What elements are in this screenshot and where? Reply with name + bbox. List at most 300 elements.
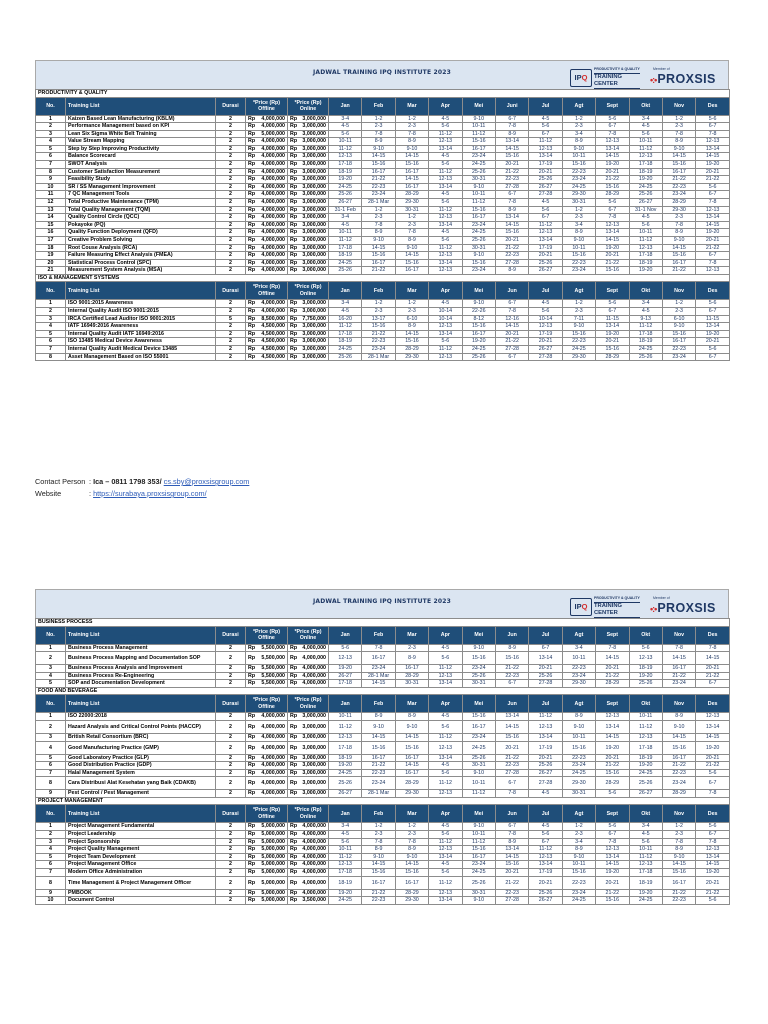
- training-name: SR / SS Management Improvement: [66, 183, 216, 191]
- price-value: 4,000,000: [302, 889, 326, 896]
- currency-label: Rp: [290, 244, 298, 251]
- schedule-date: 16-17: [462, 145, 495, 153]
- row-number: 3: [36, 733, 66, 741]
- website-label: Website: [35, 489, 62, 498]
- column-header: *Price (Rp) Offline: [246, 97, 288, 115]
- training-center-logo: PRODUCTIVITY & QUALITY TRAINING CENTER: [594, 596, 640, 616]
- schedule-date: 20-21: [596, 168, 629, 176]
- price-value: 3,000,000: [302, 308, 326, 315]
- schedule-date: 10-11: [329, 229, 362, 237]
- schedule-date: 11-15: [596, 315, 629, 323]
- currency-label: Rp: [248, 655, 256, 662]
- schedule-date: 24-25: [329, 897, 362, 905]
- price-value: 4,000,000: [261, 244, 285, 251]
- schedule-date: 14-15: [495, 720, 528, 733]
- schedule-date: 23-24: [462, 221, 495, 229]
- table-row: [36, 680, 730, 688]
- schedule-date: 24-25: [629, 346, 662, 354]
- schedule-date: 23-24: [462, 153, 495, 161]
- schedule-date: 21-22: [596, 889, 629, 897]
- schedule-date: 17-19: [529, 330, 562, 338]
- price-online: [288, 713, 329, 721]
- schedule-date: 26-27: [529, 267, 562, 275]
- schedule-date: 21-22: [662, 672, 695, 680]
- column-header: Feb: [362, 805, 395, 823]
- schedule-date: 15-16: [495, 861, 528, 869]
- price-online: [288, 790, 329, 798]
- column-header: Agt: [562, 97, 595, 115]
- duration: 2: [216, 267, 246, 275]
- column-header: No.: [36, 97, 66, 115]
- schedule-date: 10-11: [462, 831, 495, 839]
- currency-label: Rp: [248, 323, 256, 330]
- column-header: Training List: [66, 805, 216, 823]
- schedule-date: 19-20: [329, 176, 362, 184]
- table-row: [36, 315, 730, 323]
- table-row: [36, 259, 730, 267]
- table-row: [36, 191, 730, 199]
- schedule-date: 13-14: [696, 853, 730, 861]
- schedule-date: 16-20: [329, 315, 362, 323]
- schedule-date: 12-13: [629, 861, 662, 869]
- price-offline: [246, 838, 288, 846]
- currency-label: Rp: [248, 183, 256, 190]
- schedule-date: 19-20: [329, 889, 362, 897]
- schedule-date: 3-4: [629, 823, 662, 831]
- schedule-date: 12-13: [696, 206, 730, 214]
- price-value: 7,750,000: [302, 315, 326, 322]
- schedule-date: 13-14: [596, 229, 629, 237]
- column-header: *Price (Rp) Online: [288, 805, 329, 823]
- schedule-date: 23-24: [662, 777, 695, 790]
- schedule-date: 30-31: [562, 790, 595, 798]
- section-title: ISO & MANAGEMENT SYSTEMS: [36, 274, 730, 282]
- schedule-date: 19-20: [629, 267, 662, 275]
- training-name: Good Distribution Practice (GDP): [66, 762, 216, 770]
- contact-email-link[interactable]: cs.sby@proxsisgroup.com: [163, 477, 250, 486]
- price-online: [288, 252, 329, 260]
- schedule-date: 4-5: [429, 713, 462, 721]
- price-online: [288, 733, 329, 741]
- schedule-date: 11-12: [462, 790, 495, 798]
- currency-label: Rp: [290, 869, 298, 875]
- table-header-row: [36, 695, 730, 713]
- schedule-date: 5-6: [596, 823, 629, 831]
- duration: 2: [216, 191, 246, 199]
- duration: 2: [216, 720, 246, 733]
- currency-label: Rp: [248, 168, 256, 175]
- row-number: 2: [36, 123, 66, 131]
- schedule-date: 7-8: [696, 130, 730, 138]
- schedule-date: 31-1 Nov: [629, 206, 662, 214]
- price-value: 4,000,000: [261, 199, 285, 206]
- schedule-date: 30-31: [562, 199, 595, 207]
- row-number: 12: [36, 199, 66, 207]
- duration: 2: [216, 199, 246, 207]
- schedule-date: 25-26: [329, 191, 362, 199]
- schedule-date: 12-13: [596, 138, 629, 146]
- column-header: Apr: [429, 282, 462, 300]
- row-number: 4: [36, 672, 66, 680]
- schedule-date: 5-6: [429, 199, 462, 207]
- schedule-date: 9-10: [562, 145, 595, 153]
- column-header: *Price (Rp) Online: [288, 97, 329, 115]
- schedule-date: 15-16: [362, 252, 395, 260]
- duration: 2: [216, 754, 246, 762]
- price-offline: [246, 206, 288, 214]
- training-name: ISO 9001:2015 Awareness: [66, 300, 216, 308]
- training-name: Quality Control Circle (QCC): [66, 214, 216, 222]
- column-header: Mei: [462, 805, 495, 823]
- schedule-date: 28-29: [596, 353, 629, 361]
- price-offline: [246, 259, 288, 267]
- column-header: *Price (Rp) Offline: [246, 805, 288, 823]
- currency-label: Rp: [290, 130, 298, 137]
- schedule-date: 6-7: [495, 115, 528, 123]
- column-header: No.: [36, 695, 66, 713]
- training-name: Halal Management System: [66, 769, 216, 777]
- schedule-date: 18-19: [629, 338, 662, 346]
- currency-label: Rp: [248, 244, 256, 251]
- schedule-date: 13-14: [529, 733, 562, 741]
- currency-label: Rp: [248, 353, 256, 360]
- price-value: 3,000,000: [302, 130, 326, 137]
- duration: 2: [216, 831, 246, 839]
- currency-label: Rp: [290, 838, 298, 845]
- schedule-date: 6-7: [529, 644, 562, 652]
- member-of-label: Member of: [653, 596, 670, 600]
- schedule-date: 14-15: [596, 153, 629, 161]
- price-offline: [246, 153, 288, 161]
- price-online: [288, 308, 329, 316]
- schedule-date: 28-1 Mar: [362, 672, 395, 680]
- schedule-date: 16-17: [395, 665, 428, 673]
- schedule-date: 8-9: [662, 713, 695, 721]
- row-number: 3: [36, 838, 66, 846]
- schedule-date: 9-10: [462, 252, 495, 260]
- currency-label: Rp: [290, 138, 298, 145]
- price-offline: [246, 168, 288, 176]
- schedule-date: 16-17: [395, 267, 428, 275]
- table-row: [36, 237, 730, 245]
- schedule-date: 5-6: [429, 720, 462, 733]
- schedule-date: 21-22: [495, 338, 528, 346]
- column-header: Des: [696, 695, 730, 713]
- schedule-date: 8-9: [495, 838, 528, 846]
- schedule-date: 13-14: [529, 652, 562, 665]
- schedule-date: 4-5: [529, 790, 562, 798]
- schedule-date: 7-8: [495, 308, 528, 316]
- schedule-date: 23-24: [562, 762, 595, 770]
- schedule-date: 28-29: [395, 191, 428, 199]
- schedule-date: 9-10: [462, 823, 495, 831]
- schedule-date: 24-25: [329, 346, 362, 354]
- row-number: 2: [36, 831, 66, 839]
- price-online: [288, 741, 329, 754]
- schedule-date: 5-6: [596, 300, 629, 308]
- schedule-date: 28-29: [596, 777, 629, 790]
- schedule-date: 8-9: [395, 323, 428, 331]
- schedule-date: 8-9: [495, 644, 528, 652]
- schedule-date: 10-11: [329, 846, 362, 854]
- contact-person-line: Contact Person : Ica – 0811 1798 353/ cs.sby@proxsisgroup.com: [35, 477, 250, 486]
- schedule-date: 15-16: [395, 161, 428, 169]
- schedule-date: 24-25: [462, 346, 495, 354]
- schedule-date: 3-4: [562, 221, 595, 229]
- column-header: Apr: [429, 97, 462, 115]
- schedule-date: 6-7: [596, 831, 629, 839]
- schedule-date: 9-10: [562, 237, 595, 245]
- schedule-date: 28-29: [662, 199, 695, 207]
- currency-label: Rp: [290, 790, 298, 797]
- schedule-date: 19-20: [596, 330, 629, 338]
- schedule-date: 25-26: [329, 353, 362, 361]
- schedule-date: 15-16: [462, 138, 495, 146]
- schedule-date: 8-9: [562, 713, 595, 721]
- schedule-date: 5-6: [629, 644, 662, 652]
- schedule-date: 16-17: [662, 168, 695, 176]
- schedule-date: 16-17: [395, 168, 428, 176]
- row-number: 7: [36, 346, 66, 354]
- contact-person-label: Contact Person: [35, 477, 86, 486]
- schedule-date: 14-15: [495, 323, 528, 331]
- schedule-date: 5-6: [629, 838, 662, 846]
- price-value: 5,500,000: [261, 644, 285, 651]
- schedule-date: 9-10: [395, 853, 428, 861]
- schedule-date: 30-31: [462, 176, 495, 184]
- price-online: [288, 199, 329, 207]
- column-header: Sept: [596, 805, 629, 823]
- schedule-date: 4-5: [429, 191, 462, 199]
- schedule-date: 13-14: [495, 846, 528, 854]
- schedule-date: 22-23: [662, 769, 695, 777]
- price-value: 3,500,000: [302, 897, 326, 904]
- column-header: Feb: [362, 97, 395, 115]
- schedule-date: 15-16: [462, 259, 495, 267]
- schedule-date: 9-10: [462, 769, 495, 777]
- schedule-date: 10-11: [462, 777, 495, 790]
- table-row: [36, 308, 730, 316]
- schedule-date: 5-6: [696, 183, 730, 191]
- row-number: 10: [36, 183, 66, 191]
- schedule-date: 28-29: [395, 346, 428, 354]
- schedule-date: 20-21: [696, 754, 730, 762]
- schedule-date: 11-12: [429, 777, 462, 790]
- schedule-date: 21-22: [696, 672, 730, 680]
- column-header: Okt: [629, 626, 662, 644]
- schedule-date: 27-28: [529, 680, 562, 688]
- currency-label: Rp: [248, 853, 256, 860]
- currency-label: Rp: [290, 300, 298, 307]
- column-header: Agt: [562, 805, 595, 823]
- currency-label: Rp: [290, 237, 298, 243]
- schedule-date: 15-16: [596, 346, 629, 354]
- training-name: PMBOOK: [66, 889, 216, 897]
- price-online: [288, 769, 329, 777]
- schedule-date: 4-5: [529, 115, 562, 123]
- schedule-date: 25-26: [629, 777, 662, 790]
- currency-label: Rp: [290, 259, 298, 266]
- schedule-date: 14-15: [362, 680, 395, 688]
- schedule-date: 6-7: [495, 300, 528, 308]
- schedule-date: 12-13: [429, 741, 462, 754]
- price-value: 5,000,000: [261, 846, 285, 853]
- schedule-date: 20-21: [696, 237, 730, 245]
- schedule-date: 11-12: [429, 130, 462, 138]
- table-row: [36, 130, 730, 138]
- schedule-date: 7-8: [362, 130, 395, 138]
- table-row: [36, 300, 730, 308]
- schedule-date: 13-14: [596, 853, 629, 861]
- price-online: [288, 300, 329, 308]
- column-header: Sept: [596, 626, 629, 644]
- schedule-date: 10-11: [562, 733, 595, 741]
- schedule-date: 15-16: [562, 252, 595, 260]
- currency-label: Rp: [290, 191, 298, 198]
- schedule-date: 16-17: [362, 754, 395, 762]
- title-bar: [35, 60, 729, 89]
- currency-label: Rp: [248, 823, 256, 830]
- currency-label: Rp: [290, 115, 298, 122]
- schedule-date: 2-3: [395, 644, 428, 652]
- schedule-date: 21-22: [696, 176, 730, 184]
- schedule-date: 15-16: [362, 869, 395, 877]
- schedule-date: 16-17: [662, 338, 695, 346]
- schedule-date: 10-11: [329, 138, 362, 146]
- duration: 2: [216, 889, 246, 897]
- duration: 2: [216, 206, 246, 214]
- currency-label: Rp: [290, 713, 298, 720]
- column-header: Juni: [495, 97, 528, 115]
- schedule-date: 23-24: [462, 267, 495, 275]
- duration: 2: [216, 338, 246, 346]
- schedule-date: 9-10: [395, 145, 428, 153]
- table-row: [36, 876, 730, 889]
- price-value: 3,000,000: [302, 252, 326, 259]
- schedule-date: 15-16: [462, 206, 495, 214]
- schedule-date: 7-8: [662, 130, 695, 138]
- price-offline: [246, 665, 288, 673]
- schedule-date: 14-15: [662, 244, 695, 252]
- schedule-date: 4-5: [429, 861, 462, 869]
- schedule-date: 12-13: [696, 846, 730, 854]
- price-offline: [246, 720, 288, 733]
- schedule-date: 29-30: [395, 897, 428, 905]
- schedule-date: 11-12: [629, 323, 662, 331]
- schedule-date: 3-4: [562, 838, 595, 846]
- schedule-date: 22-23: [662, 346, 695, 354]
- schedule-date: 2-3: [362, 214, 395, 222]
- price-value: 4,000,000: [302, 869, 326, 875]
- schedule-date: 23-24: [362, 346, 395, 354]
- schedule-date: 16-17: [395, 876, 428, 889]
- schedule-date: 2-3: [662, 123, 695, 131]
- schedule-date: 6-7: [696, 123, 730, 131]
- schedule-date: 11-12: [429, 665, 462, 673]
- schedule-date: 25-26: [529, 259, 562, 267]
- row-number: 11: [36, 191, 66, 199]
- currency-label: Rp: [248, 191, 256, 198]
- schedule-date: 17-18: [629, 161, 662, 169]
- price-value: 4,000,000: [302, 672, 326, 679]
- schedule-date: 25-26: [462, 168, 495, 176]
- row-number: 6: [36, 762, 66, 770]
- row-number: 18: [36, 244, 66, 252]
- schedule-date: 16-17: [395, 754, 428, 762]
- schedule-date: 17-18: [629, 869, 662, 877]
- schedule-date: 17-19: [529, 741, 562, 754]
- column-header: *Price (Rp) Online: [288, 626, 329, 644]
- training-name: Failure Measuring Effect Analysis (FMEA): [66, 252, 216, 260]
- schedule-date: 18-19: [329, 338, 362, 346]
- price-offline: [246, 733, 288, 741]
- row-number: 6: [36, 338, 66, 346]
- schedule-date: 8-9: [362, 713, 395, 721]
- schedule-date: 24-25: [462, 229, 495, 237]
- schedule-date: 29-30: [562, 353, 595, 361]
- currency-label: Rp: [248, 315, 256, 322]
- schedule-date: 17-18: [329, 680, 362, 688]
- currency-label: Rp: [290, 831, 298, 838]
- duration: 5: [216, 315, 246, 323]
- schedule-date: 27-28: [529, 353, 562, 361]
- schedule-date: 4-5: [629, 214, 662, 222]
- contact-person-name: Ica – 0811 1798 353/: [93, 477, 162, 486]
- price-online: [288, 259, 329, 267]
- schedule-date: 5-6: [429, 123, 462, 131]
- schedule-date: 7-8: [395, 838, 428, 846]
- training-name: Modern Office Administration: [66, 869, 216, 877]
- price-value: 5,000,000: [261, 889, 285, 896]
- schedule-date: 4-5: [329, 123, 362, 131]
- schedule-date: 20-21: [529, 876, 562, 889]
- schedule-date: 7-8: [395, 229, 428, 237]
- currency-label: Rp: [290, 754, 298, 761]
- website-link[interactable]: https://surabaya.proxsisgroup.com/: [93, 489, 207, 498]
- schedule-date: 9-10: [462, 183, 495, 191]
- schedule-date: 6-10: [662, 315, 695, 323]
- schedule-date: 28-1 Mar: [362, 199, 395, 207]
- schedule-date: 11-12: [429, 244, 462, 252]
- schedule-date: 5-6: [696, 823, 730, 831]
- schedule-date: 28-1 Mar: [362, 353, 395, 361]
- currency-label: Rp: [248, 769, 256, 776]
- schedule-date: 19-20: [696, 741, 730, 754]
- schedule-date: 3-4: [629, 300, 662, 308]
- training-name: Internal Quality Audit Medical Device 13485: [66, 346, 216, 354]
- schedule-date: 6-7: [596, 308, 629, 316]
- price-offline: [246, 644, 288, 652]
- price-value: 4,000,000: [302, 838, 326, 845]
- currency-label: Rp: [248, 229, 256, 236]
- schedule-date: 10-14: [529, 315, 562, 323]
- schedule-sheet-1: [35, 60, 729, 361]
- schedule-date: 15-16: [395, 259, 428, 267]
- schedule-date: 13-14: [429, 853, 462, 861]
- schedule-date: 10-11: [629, 138, 662, 146]
- schedule-date: 23-24: [462, 733, 495, 741]
- currency-label: Rp: [248, 300, 256, 307]
- schedule-date: 14-15: [662, 733, 695, 741]
- proxsis-logo: •:•PROXSIS: [650, 72, 716, 86]
- ipq-logo: IPQ: [570, 69, 592, 87]
- duration: 2: [216, 323, 246, 331]
- schedule-date: 15-16: [462, 713, 495, 721]
- training-name: Total Quality Management (TQM): [66, 206, 216, 214]
- currency-label: Rp: [290, 315, 298, 322]
- schedule-date: 29-30: [562, 191, 595, 199]
- price-value: 5,500,000: [261, 672, 285, 679]
